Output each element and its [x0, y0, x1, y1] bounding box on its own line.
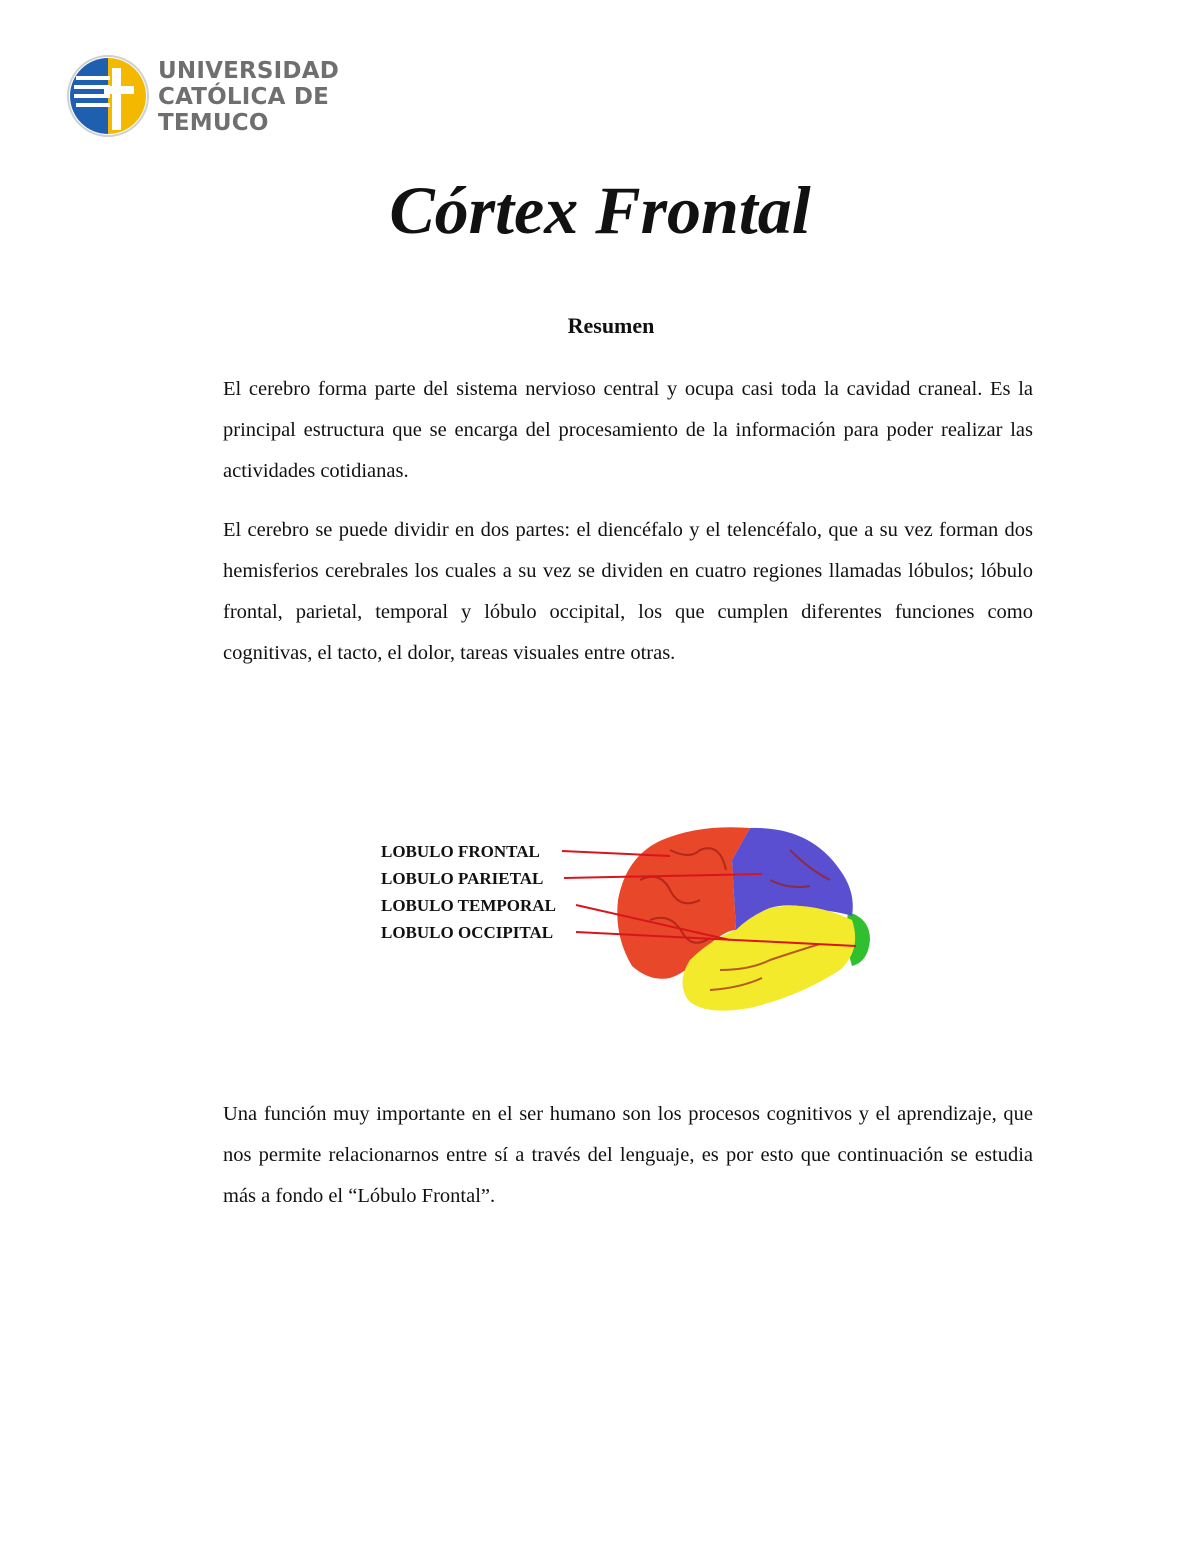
university-name	[158, 58, 339, 136]
cross-emblem-icon	[66, 52, 152, 142]
brain-lobes-figure	[370, 820, 880, 1020]
logo-line-1: UNIVERSIDAD	[158, 58, 340, 84]
label-parietal-lobe: LOBULO PARIETAL	[381, 869, 544, 888]
paragraph-cognitive-function: Una función muy importante en el ser humano son los procesos cognitivos y el aprendizaje, que nos permite relacionarnos entre sí a través del lenguaje, es por esto que continuación se estudia más a fondo el “Lóbulo Frontal”.	[223, 1103, 1033, 1207]
section-heading: Resumen	[567, 313, 655, 338]
paragraph-intro: El cerebro forma parte del sistema nervioso central y ocupa casi toda la cavidad craneal. Es la principal estructura que se encarga del procesamiento de la información para poder realizar las actividades cotidianas.	[223, 378, 1033, 482]
label-frontal-lobe: LOBULO FRONTAL	[381, 842, 540, 861]
document-title: Córtex Frontal	[389, 172, 811, 248]
logo-line-3: TEMUCO	[158, 110, 269, 136]
paragraph-brain-division: El cerebro se puede dividir en dos partes: el diencéfalo y el telencéfalo, que a su vez forman dos hemisferios cerebrales los cuales a su vez se dividen en cuatro regiones llamadas lóbulos; lóbulo frontal, parietal, temporal y lóbulo occipital, los que cumplen diferentes funciones como cognitivas, el tacto, el dolor, tareas visuales entre otras.	[223, 519, 1033, 664]
label-occipital-lobe: LOBULO OCCIPITAL	[381, 923, 554, 942]
label-temporal-lobe: LOBULO TEMPORAL	[381, 896, 556, 915]
logo-line-2: CATÓLICA DE	[158, 84, 330, 110]
university-logo	[66, 52, 346, 144]
